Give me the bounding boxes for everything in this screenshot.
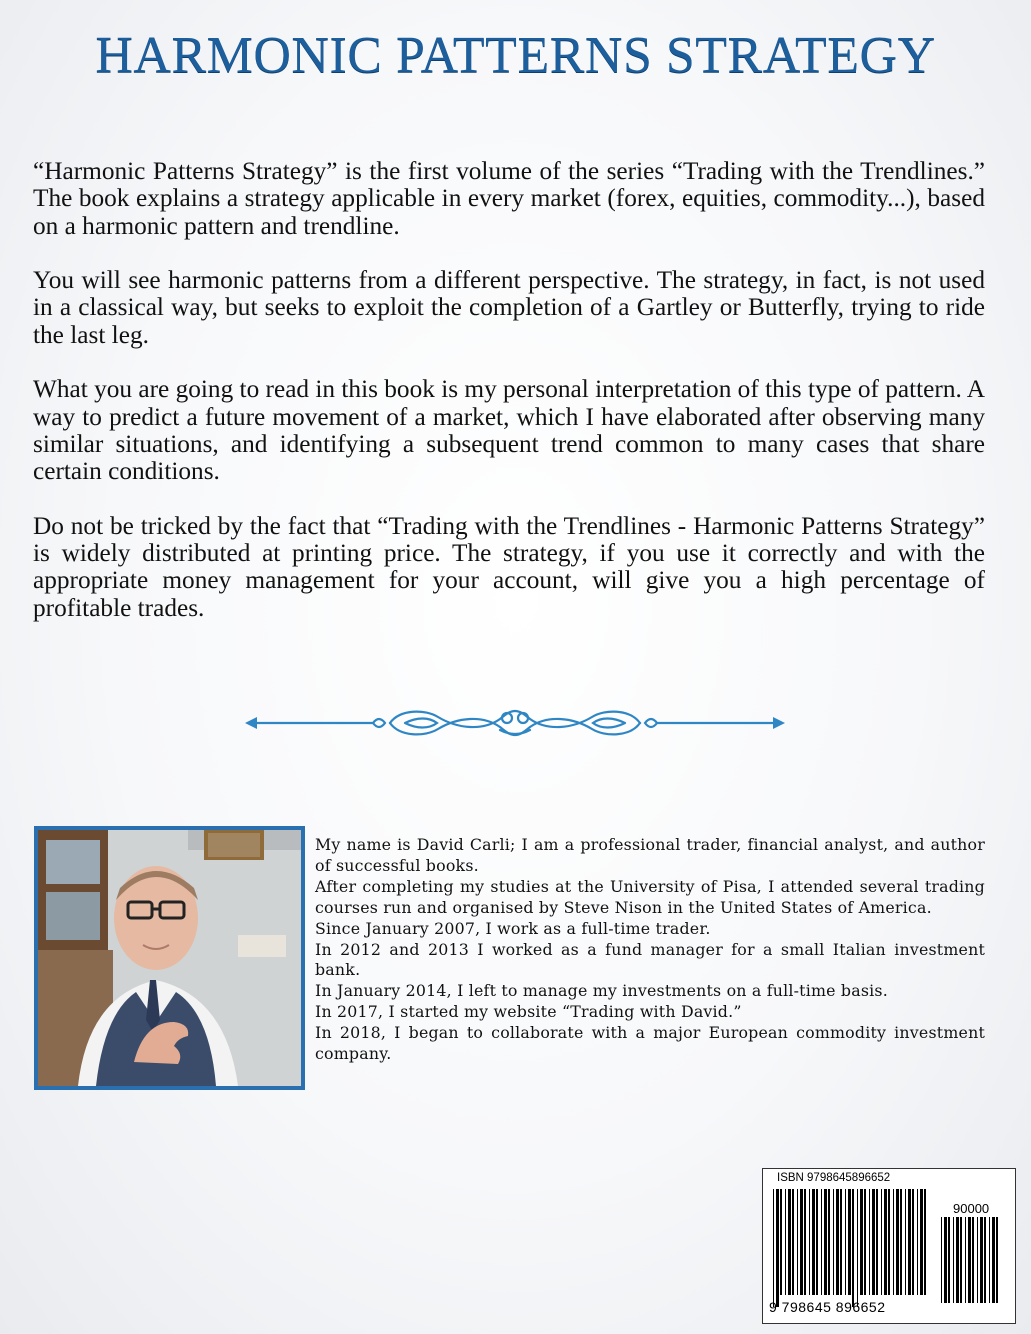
book-title: HARMONIC PATTERNS STRATEGY [95, 27, 936, 84]
price-code: 90000 [953, 1201, 990, 1216]
barcode-addon-bars [941, 1217, 1003, 1315]
author-bio [315, 835, 985, 1065]
bio-line: After completing my studies at the University of Pisa, I attended several trading courses run and organised by Steve Nison in the United States of America. [315, 876, 985, 917]
bio-line: Since January 2007, I work as a full-time trader. [315, 918, 711, 938]
bio-line: In 2017, I started my website “Trading with David.” [315, 1002, 742, 1022]
book-description [33, 158, 985, 649]
bio-line: In January 2014, I left to manage my investments on a full-time basis. [315, 981, 888, 1001]
isbn-label: ISBN 9798645896652 [777, 1172, 891, 1184]
author-photo [34, 826, 305, 1090]
isbn-barcode [762, 1168, 1016, 1324]
bio-line: In 2018, I began to collaborate with a major European commodity investment company. [315, 1023, 985, 1064]
bio-line: In 2012 and 2013 I worked as a fund manager for a small Italian investment bank. [315, 939, 985, 980]
barcode-bars [773, 1189, 931, 1307]
description-paragraph: You will see harmonic patterns from a different perspective. The strategy, in fact, is not used in a classical way, but seeks to exploit the completion of a Gartley or Butterfly, trying to ride the last leg. [33, 266, 985, 349]
bio-line: My name is David Carli; I am a professional trader, financial analyst, and author of successful books. [315, 835, 985, 875]
isbn-digits: 9 798645 896652 [769, 1299, 886, 1315]
description-paragraph: What you are going to read in this book is my personal interpretation of this type of pattern. A way to predict a future movement of a market, which I have elaborated after observing many similar situations, and identifying a subsequent trend common to many cases that share certain conditions. [33, 375, 985, 486]
scroll-divider-icon [245, 700, 785, 746]
description-paragraph: Do not be tricked by the fact that “Trading with the Trendlines - Harmonic Patterns Strategy” is widely distributed at printing price. The strategy, if you use it correctly and with the appropriate money management for your account, will give you a high percentage of profitable trades. [33, 511, 985, 622]
description-paragraph: “Harmonic Patterns Strategy” is the first volume of the series “Trading with the Trendlines.” The book explains a strategy applicable in every market (forex, equities, commodity...), based on a harmonic pattern and trendline. [33, 157, 985, 240]
